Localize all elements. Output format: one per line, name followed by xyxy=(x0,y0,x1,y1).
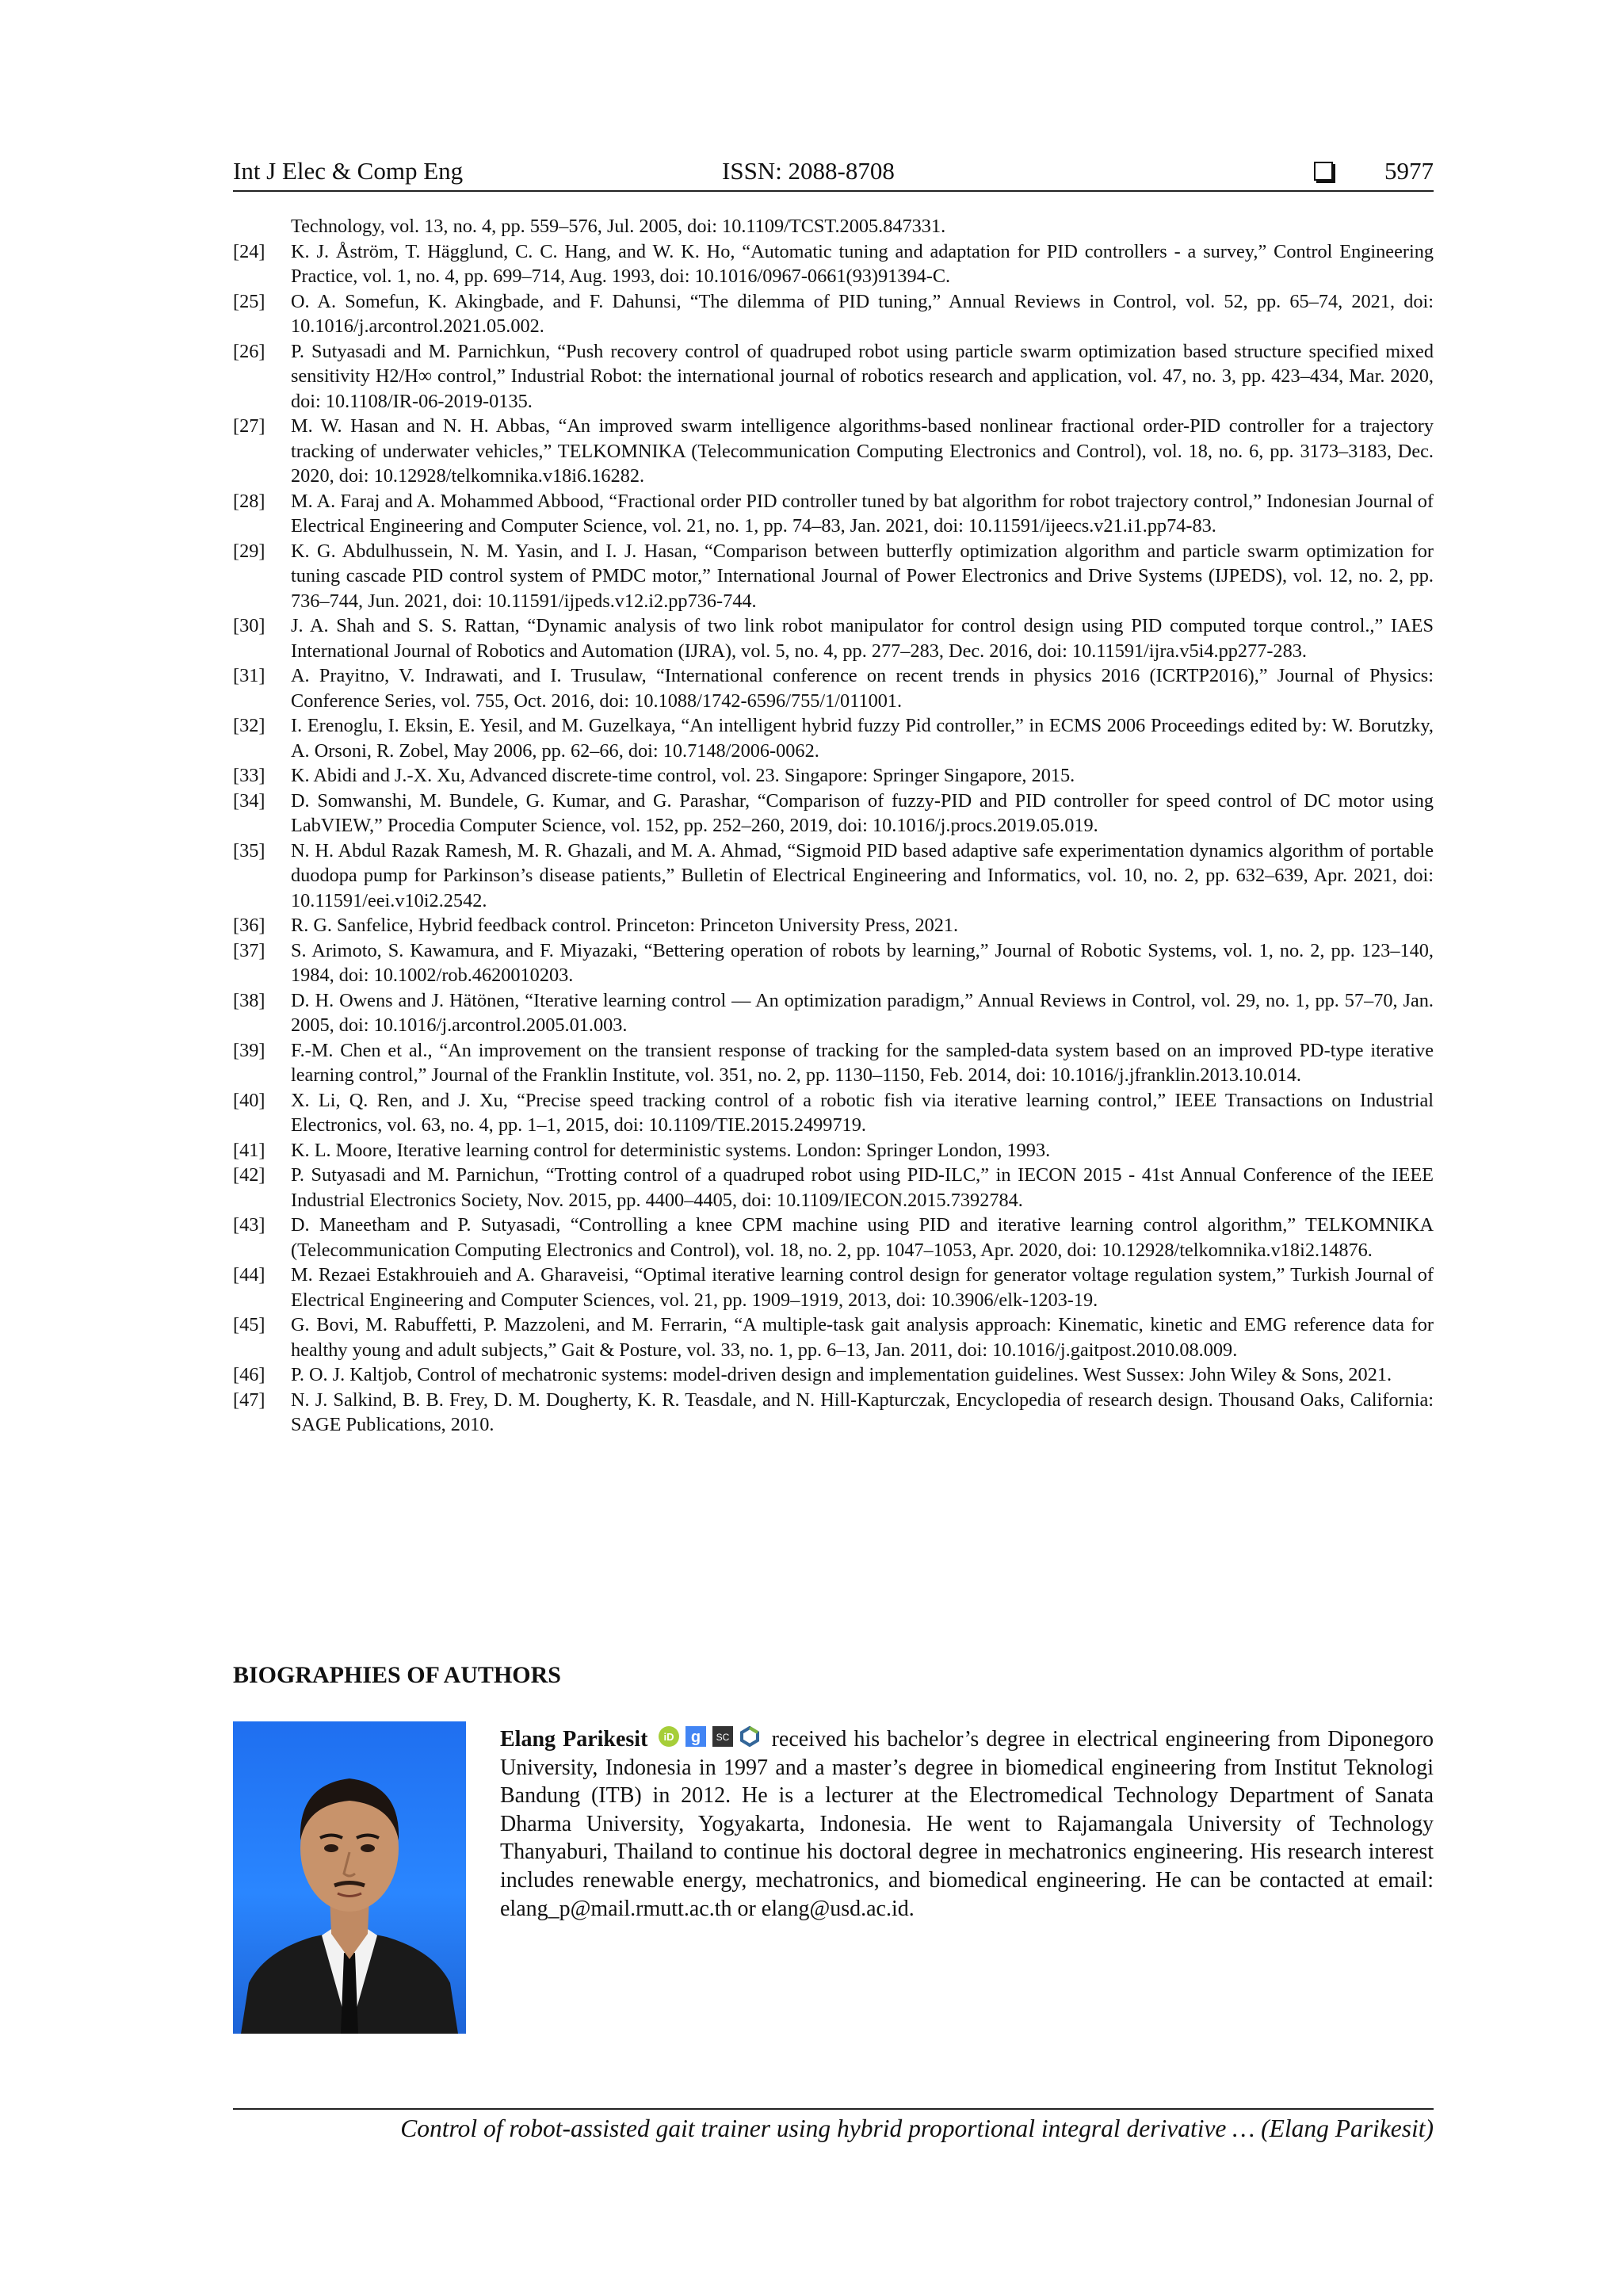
section-title: BIOGRAPHIES OF AUTHORS xyxy=(233,1662,561,1688)
reference-text: R. G. Sanfelice, Hybrid feedback control. Princeton: Princeton University Press, 2021. xyxy=(291,915,959,936)
reference-item xyxy=(233,1388,1434,1438)
orcid-icon-glyph: iD xyxy=(663,1731,674,1743)
google-scholar-icon[interactable] xyxy=(685,1725,707,1748)
reference-item xyxy=(233,1038,1434,1088)
reference-number: [36] xyxy=(233,915,265,936)
reference-text: K. L. Moore, Iterative learning control for deterministic systems. London: Springer London, 1993. xyxy=(291,1139,1051,1161)
reference-text: P. Sutyasadi and M. Parnichkun, “Push recovery control of quadruped robot using particle swarm optimization based structure specified mixed sensitivity H2/H∞ control,” Industrial Robot: the international journal of robotics research and application, vol. 47, no. 3, pp. 423–434, Mar. 2020, doi: 10.1108/IR-06-2019-0135. xyxy=(291,340,1434,412)
reference-number: [46] xyxy=(233,1364,265,1385)
reference-number: [47] xyxy=(233,1389,265,1411)
reference-text: M. A. Faraj and A. Mohammed Abbood, “Fractional order PID controller tuned by bat algorithm for robot trajectory control,” Indonesian Journal of Electrical Engineering and Computer Science, vol. 21, no. 1, pp. 74–83, Jan. 2021, doi: 10.11591/ijeecs.v21.i1.pp74-83. xyxy=(291,490,1434,537)
reference-number: [38] xyxy=(233,989,265,1011)
reference-item xyxy=(233,1312,1434,1362)
journal-name: Int J Elec & Comp Eng xyxy=(233,157,464,185)
reference-number: [35] xyxy=(233,839,265,861)
reference-item xyxy=(233,339,1434,415)
reference-number: [42] xyxy=(233,1164,265,1186)
reference-text: D. Maneetham and P. Sutyasadi, “Controlling a knee CPM machine using PID and iterative learning control algorithm,” TELKOMNIKA (Telecommunication Computing Electronics and Control), vol. 18, no. 2, pp. 1047–1053, Apr. 2020, doi: 10.12928/telkomnika.v18i2.14876. xyxy=(291,1214,1434,1261)
reference-number: [39] xyxy=(233,1039,265,1061)
reference-item xyxy=(233,489,1434,539)
reference-item xyxy=(233,539,1434,614)
reference-number: [25] xyxy=(233,290,265,312)
author-photo xyxy=(233,1721,466,2034)
reference-text: I. Erenoglu, I. Eksin, E. Yesil, and M. Guzelkaya, “An intelligent hybrid fuzzy Pid controller,” in ECMS 2006 Proceedings edited by: W. Borutzky, A. Orsoni, R. Zobel, May 2006, pp. 62–66, doi: 10.7148/2006-0062. xyxy=(291,715,1434,762)
reference-number: [30] xyxy=(233,615,265,636)
reference-text: K. G. Abdulhussein, N. M. Yasin, and I. J. Hasan, “Comparison between butterfly optimization algorithm and particle swarm optimization for tuning cascade PID control system of PMDC motor,” International Journal of Power Electronics and Drive Systems (IJPEDS), vol. 12, no. 2, pp. 736–744, Jun. 2021, doi: 10.11591/ijpeds.v12.i2.pp736-744. xyxy=(291,540,1434,612)
author-biography xyxy=(500,1725,1434,1923)
reference-number: [29] xyxy=(233,540,265,562)
reference-number: [40] xyxy=(233,1089,265,1111)
reference-number: [34] xyxy=(233,789,265,812)
square-icon xyxy=(1314,162,1333,181)
reference-number: [33] xyxy=(233,765,265,786)
reference-number: [24] xyxy=(233,240,265,262)
reference-text: F.-M. Chen et al., “An improvement on the transient response of tracking for the sampled-data system based on an improved PD-type iterative learning control,” Journal of the Franklin Institute, vol. 351, no. 2, pp. 1130–1150, Feb. 2014, doi: 10.1016/j.jfranklin.2013.10.014. xyxy=(291,1039,1434,1086)
reference-number: [31] xyxy=(233,665,265,686)
reference-item xyxy=(233,1263,1434,1312)
reference-list xyxy=(233,214,1434,1438)
reference-text: D. Somwanshi, M. Bundele, G. Kumar, and G. Parashar, “Comparison of fuzzy-PID and PID controller for speed control of DC motor using LabVIEW,” Procedia Computer Science, vol. 152, pp. 252–260, 2019, doi: 10.1016/j.procs.2019.05.019. xyxy=(291,789,1434,836)
reference-text: P. Sutyasadi and M. Parnichun, “Trotting control of a quadruped robot using PID-ILC,” in IECON 2015 - 41st Annual Conference of the IEEE Industrial Electronics Society, Nov. 2015, pp. 4400–4405, doi: 10.1109/IECON.2015.7392784. xyxy=(291,1164,1434,1211)
reference-item xyxy=(233,789,1434,839)
reference-number: [45] xyxy=(233,1314,265,1335)
reference-item xyxy=(233,289,1434,339)
reference-item xyxy=(233,239,1434,289)
author-name: Elang Parikesit xyxy=(500,1727,648,1752)
reference-text: X. Li, Q. Ren, and J. Xu, “Precise speed tracking control of a robotic fish via iterative learning control,” IEEE Transactions on Industrial Electronics, vol. 63, no. 4, pp. 1–1, 2015, doi: 10.1109/TIE.2015.2499719. xyxy=(291,1089,1434,1136)
reference-text: G. Bovi, M. Rabuffetti, P. Mazzoleni, and M. Ferrarin, “A multiple-task gait analysis approach: Kinematic, kinetic and EMG reference data for healthy young and adult subjects,” Gait & Posture, vol. 33, no. 1, pp. 6–13, Jan. 2011, doi: 10.1016/j.gaitpost.2010.08.009. xyxy=(291,1314,1434,1361)
reference-number: [41] xyxy=(233,1139,265,1161)
reference-number: [28] xyxy=(233,490,265,512)
orcid-icon[interactable] xyxy=(658,1725,680,1748)
reference-text: O. A. Somefun, K. Akingbade, and F. Dahunsi, “The dilemma of PID tuning,” Annual Reviews in Control, vol. 52, pp. 65–74, 2021, doi: 10.1016/j.arcontrol.2021.05.002. xyxy=(291,290,1434,337)
reference-item xyxy=(233,1362,1434,1388)
reference-item xyxy=(233,1138,1434,1163)
reference-item xyxy=(233,988,1434,1038)
issn: ISSN: 2088-8708 xyxy=(722,157,895,185)
reference-item xyxy=(233,663,1434,713)
reference-text: P. O. J. Kaltjob, Control of mechatronic systems: model-driven design and implementation guidelines. West Sussex: John Wiley & Sons, 2021. xyxy=(291,1364,1392,1385)
reference-number: [27] xyxy=(233,415,265,437)
reference-text: M. Rezaei Estakhrouieh and A. Gharaveisi, “Optimal iterative learning control design for generator voltage regulation system,” Turkish Journal of Electrical Engineering and Computer Sciences, vol. 21, pp. 1909–1919, 2013, doi: 10.3906/elk-1203-19. xyxy=(291,1264,1434,1311)
reference-item xyxy=(233,1163,1434,1213)
publons-icon[interactable] xyxy=(739,1725,761,1748)
reference-text: M. W. Hasan and N. H. Abbas, “An improved swarm intelligence algorithms-based nonlinear fractional order-PID controller for a trajectory tracking of underwater vehicles,” TELKOMNIKA (Telecommunication Computing Electronics and Control), vol. 18, no. 6, pp. 3173–3183, Dec. 2020, doi: 10.12928/telkomnika.v18i6.16282. xyxy=(291,415,1434,487)
reference-text: S. Arimoto, S. Kawamura, and F. Miyazaki, “Bettering operation of robots by learning,” Journal of Robotic Systems, vol. 1, no. 2, pp. 123–140, 1984, doi: 10.1002/rob.4620010203. xyxy=(291,939,1434,986)
profile-icons xyxy=(658,1725,761,1748)
reference-text: N. H. Abdul Razak Ramesh, M. R. Ghazali, and M. A. Ahmad, “Sigmoid PID based adaptive safe experimentation dynamics algorithm of portable duodopa pump for Parkinson’s disease patients,” Bulletin of Electrical Engineering and Informatics, vol. 10, no. 2, pp. 632–639, Apr. 2021, doi: 10.11591/eei.v10i2.2542. xyxy=(291,839,1434,911)
scopus-icon[interactable] xyxy=(712,1725,734,1748)
reference-item xyxy=(233,414,1434,489)
reference-item xyxy=(233,913,1434,938)
reference-item xyxy=(233,613,1434,663)
reference-item xyxy=(233,1213,1434,1263)
running-footer: Control of robot-assisted gait trainer using hybrid proportional integral derivative … (Elang Parikesit) xyxy=(233,2108,1434,2143)
reference-text: K. Abidi and J.-X. Xu, Advanced discrete-time control, vol. 23. Singapore: Springer Singapore, 2015. xyxy=(291,765,1075,786)
reference-text: J. A. Shah and S. S. Rattan, “Dynamic analysis of two link robot manipulator for control design using PID computed torque control.,” IAES International Journal of Robotics and Automation (IJRA), vol. 5, no. 4, pp. 277–283, Dec. 2016, doi: 10.11591/ijra.v5i4.pp277-283. xyxy=(291,615,1434,662)
page-number: 5977 xyxy=(1384,157,1434,185)
google-scholar-icon-glyph: g xyxy=(691,1729,701,1746)
reference-number: [32] xyxy=(233,715,265,736)
page-header xyxy=(233,155,1434,192)
reference-item xyxy=(233,713,1434,763)
reference-item xyxy=(233,938,1434,988)
reference-item xyxy=(233,1088,1434,1138)
reference-item xyxy=(233,763,1434,789)
reference-number: [37] xyxy=(233,939,265,961)
reference-item xyxy=(233,839,1434,914)
reference-text: A. Prayitno, V. Indrawati, and I. Trusulaw, “International conference on recent trends in physics 2016 (ICRTP2016),” Journal of Physics: Conference Series, vol. 755, Oct. 2016, doi: 10.1088/1742-6596/755/1/011001. xyxy=(291,665,1434,712)
reference-text: N. J. Salkind, B. B. Frey, D. M. Dougherty, K. R. Teasdale, and N. Hill-Kapturczak, Encyclopedia of research design. Thousand Oaks, California: SAGE Publications, 2010. xyxy=(291,1389,1434,1435)
biography-text: received his bachelor’s degree in electrical engineering from Diponegoro University, Indonesia in 1997 and a master’s degree in biomedical engineering from Institut Teknologi Bandung (ITB) in 2012. He is a lecturer at the Electromedical Technology Department of Sanata Dharma University, Yogyakarta, Indonesia. He went to Rajamangala University of Technology Thanyaburi, Thailand to continue his doctoral degree in mechatronics engineering. His research interest includes renewable energy, mechatronics, and biomedical engineering. He can be contacted at email: elang_p@mail.rmutt.ac.th or elang@usd.ac.id. xyxy=(500,1727,1434,1921)
reference-text: D. H. Owens and J. Hätönen, “Iterative learning control — An optimization paradigm,” Annual Reviews in Control, vol. 29, no. 1, pp. 57–70, Jan. 2005, doi: 10.1016/j.arcontrol.2005.01.003. xyxy=(291,989,1434,1036)
reference-continuation: Technology, vol. 13, no. 4, pp. 559–576, Jul. 2005, doi: 10.1109/TCST.2005.847331. xyxy=(291,216,946,237)
reference-text: K. J. Åström, T. Hägglund, C. C. Hang, and W. K. Ho, “Automatic tuning and adaptation for PID controllers - a survey,” Control Engineering Practice, vol. 1, no. 4, pp. 699–714, Aug. 1993, doi: 10.1016/0967-0661(93)91394-C. xyxy=(291,240,1434,287)
reference-number: [26] xyxy=(233,340,265,362)
scopus-icon-glyph: SC xyxy=(716,1732,730,1743)
reference-number: [43] xyxy=(233,1214,265,1236)
reference-number: [44] xyxy=(233,1264,265,1286)
